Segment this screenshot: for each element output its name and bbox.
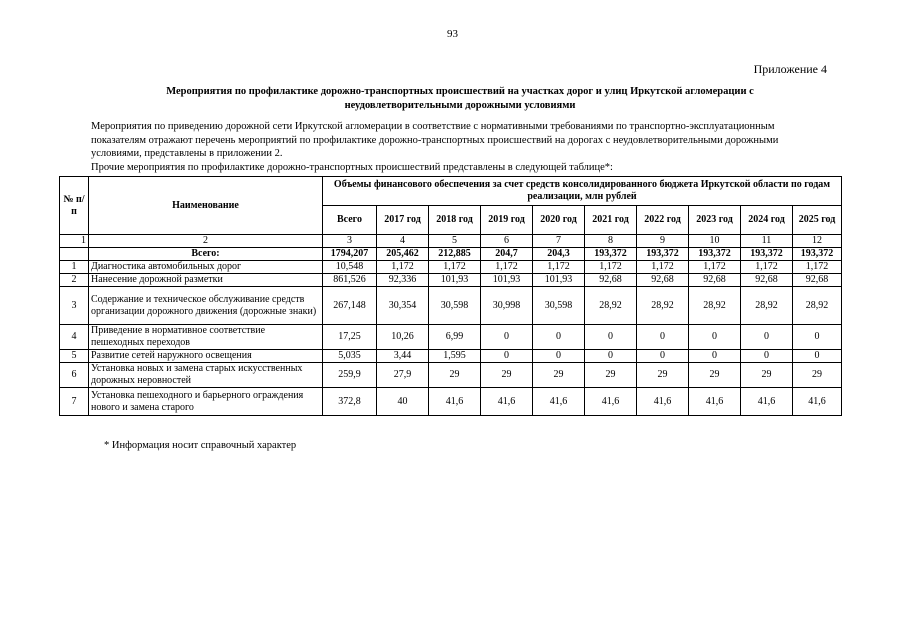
column-number-cell: 4 xyxy=(377,235,429,248)
row-number-cell: 6 xyxy=(60,363,89,388)
row-value-cell: 0 xyxy=(481,325,533,350)
row-value-cell: 41,6 xyxy=(637,388,689,416)
appendix-label: Приложение 4 xyxy=(753,62,827,76)
column-number-cell: 6 xyxy=(481,235,533,248)
row-value-cell: 0 xyxy=(533,350,585,363)
column-number-cell: 10 xyxy=(689,235,741,248)
total-value-cell: 205,462 xyxy=(377,248,429,261)
header-column: 2024 год xyxy=(741,206,793,235)
row-value-cell: 92,68 xyxy=(585,274,637,287)
intro-paragraph-1: Мероприятия по приведению дорожной сети Иркутской агломерации в соответствие с нормативными требованиями по транспортно-эксплуатационным показателям отражают перечень мероприятий по профилактике дорожно-транспортных происшествий на дорогах с неудовлетворительными дорожными условиями, представлены в приложении 2. xyxy=(91,121,779,159)
table-row xyxy=(60,274,842,287)
row-value-cell: 40 xyxy=(377,388,429,416)
row-value-cell: 29 xyxy=(585,363,637,388)
total-value-cell: 193,372 xyxy=(637,248,689,261)
header-funding-group: Объемы финансового обеспечения за счет средств консолидированного бюджета Иркутской области по годам реализации, млн рублей xyxy=(323,177,842,206)
total-no-cell xyxy=(60,248,89,261)
total-label: Всего: xyxy=(89,248,323,261)
header-column: 2025 год xyxy=(793,206,842,235)
row-value-cell: 1,172 xyxy=(741,261,793,274)
row-name-cell: Содержание и техническое обслуживание средств организации дорожного движения (дорожные знаки) xyxy=(89,287,323,325)
column-number-cell: 12 xyxy=(793,235,842,248)
row-number-cell: 4 xyxy=(60,325,89,350)
row-number-cell: 7 xyxy=(60,388,89,416)
row-value-cell: 28,92 xyxy=(689,287,741,325)
row-value-cell: 1,595 xyxy=(429,350,481,363)
row-value-cell: 0 xyxy=(585,325,637,350)
row-value-cell: 28,92 xyxy=(637,287,689,325)
row-value-cell: 5,035 xyxy=(323,350,377,363)
row-value-cell: 29 xyxy=(793,363,842,388)
column-number-cell: 7 xyxy=(533,235,585,248)
header-column: 2022 год xyxy=(637,206,689,235)
table-row xyxy=(60,287,842,325)
table-row xyxy=(60,363,842,388)
intro-paragraph-2: Прочие мероприятия по профилактике дорожно-транспортных происшествий представлены в следующей таблице*: xyxy=(91,161,613,173)
row-value-cell: 101,93 xyxy=(429,274,481,287)
row-value-cell: 30,598 xyxy=(533,287,585,325)
row-name-cell: Нанесение дорожной разметки xyxy=(89,274,323,287)
total-value-cell: 204,7 xyxy=(481,248,533,261)
column-number-cell: 11 xyxy=(741,235,793,248)
row-value-cell: 0 xyxy=(481,350,533,363)
row-value-cell: 27,9 xyxy=(377,363,429,388)
header-column: 2023 год xyxy=(689,206,741,235)
total-value-cell: 1794,207 xyxy=(323,248,377,261)
row-value-cell: 0 xyxy=(741,350,793,363)
header-column: 2019 год xyxy=(481,206,533,235)
column-number-cell: 1 xyxy=(60,235,89,248)
header-number: № п/п xyxy=(60,177,89,235)
footnote: * Информация носит справочный характер xyxy=(104,440,297,451)
row-value-cell: 41,6 xyxy=(741,388,793,416)
total-value-cell: 193,372 xyxy=(689,248,741,261)
row-value-cell: 29 xyxy=(429,363,481,388)
row-value-cell: 101,93 xyxy=(481,274,533,287)
row-value-cell: 1,172 xyxy=(481,261,533,274)
header-column: Всего xyxy=(323,206,377,235)
row-value-cell: 28,92 xyxy=(585,287,637,325)
row-value-cell: 1,172 xyxy=(429,261,481,274)
row-value-cell: 6,99 xyxy=(429,325,481,350)
row-value-cell: 0 xyxy=(689,325,741,350)
table-row-total xyxy=(60,248,842,261)
row-value-cell: 372,8 xyxy=(323,388,377,416)
row-value-cell: 28,92 xyxy=(793,287,842,325)
document-title: Мероприятия по профилактике дорожно-транспортных происшествий на участках дорог и улиц Иркутской агломерации с неудовлетворительными дорожными условиями xyxy=(166,86,754,111)
row-value-cell: 259,9 xyxy=(323,363,377,388)
row-value-cell: 29 xyxy=(481,363,533,388)
row-value-cell: 92,68 xyxy=(637,274,689,287)
row-value-cell: 861,526 xyxy=(323,274,377,287)
row-value-cell: 1,172 xyxy=(637,261,689,274)
row-value-cell: 1,172 xyxy=(689,261,741,274)
row-value-cell: 41,6 xyxy=(429,388,481,416)
row-value-cell: 0 xyxy=(741,325,793,350)
row-value-cell: 0 xyxy=(793,350,842,363)
column-number-cell: 9 xyxy=(637,235,689,248)
row-value-cell: 1,172 xyxy=(793,261,842,274)
row-value-cell: 41,6 xyxy=(533,388,585,416)
total-value-cell: 193,372 xyxy=(741,248,793,261)
header-name: Наименование xyxy=(89,177,323,235)
table-row xyxy=(60,261,842,274)
row-value-cell: 1,172 xyxy=(585,261,637,274)
total-value-cell: 204,3 xyxy=(533,248,585,261)
column-number-cell: 8 xyxy=(585,235,637,248)
table-row xyxy=(60,325,842,350)
header-column: 2021 год xyxy=(585,206,637,235)
row-value-cell: 0 xyxy=(637,325,689,350)
row-value-cell: 41,6 xyxy=(585,388,637,416)
row-value-cell: 92,68 xyxy=(793,274,842,287)
column-number-cell: 5 xyxy=(429,235,481,248)
row-value-cell: 10,548 xyxy=(323,261,377,274)
row-value-cell: 29 xyxy=(637,363,689,388)
row-value-cell: 29 xyxy=(741,363,793,388)
row-value-cell: 0 xyxy=(585,350,637,363)
column-number-cell: 2 xyxy=(89,235,323,248)
total-value-cell: 193,372 xyxy=(585,248,637,261)
header-column: 2018 год xyxy=(429,206,481,235)
measures-table xyxy=(59,176,842,416)
row-value-cell: 29 xyxy=(533,363,585,388)
row-number-cell: 2 xyxy=(60,274,89,287)
page-number: 93 xyxy=(447,28,458,40)
row-value-cell: 0 xyxy=(637,350,689,363)
row-value-cell: 29 xyxy=(689,363,741,388)
row-value-cell: 41,6 xyxy=(793,388,842,416)
row-value-cell: 92,68 xyxy=(689,274,741,287)
row-name-cell: Развитие сетей наружного освещения xyxy=(89,350,323,363)
row-value-cell: 92,336 xyxy=(377,274,429,287)
row-value-cell: 0 xyxy=(689,350,741,363)
row-name-cell: Установка пешеходного и барьерного ограждения нового и замена старого xyxy=(89,388,323,416)
row-value-cell: 92,68 xyxy=(741,274,793,287)
row-value-cell: 1,172 xyxy=(377,261,429,274)
row-value-cell: 30,598 xyxy=(429,287,481,325)
row-value-cell: 3,44 xyxy=(377,350,429,363)
header-column: 2017 год xyxy=(377,206,429,235)
row-name-cell: Приведение в нормативное соответствие пешеходных переходов xyxy=(89,325,323,350)
row-value-cell: 41,6 xyxy=(481,388,533,416)
row-value-cell: 30,354 xyxy=(377,287,429,325)
row-value-cell: 0 xyxy=(533,325,585,350)
intro-text xyxy=(91,120,831,174)
column-number-cell: 3 xyxy=(323,235,377,248)
row-value-cell: 17,25 xyxy=(323,325,377,350)
row-value-cell: 1,172 xyxy=(533,261,585,274)
row-name-cell: Установка новых и замена старых искусственных дорожных неровностей xyxy=(89,363,323,388)
header-column: 2020 год xyxy=(533,206,585,235)
row-name-cell: Диагностика автомобильных дорог xyxy=(89,261,323,274)
row-value-cell: 30,998 xyxy=(481,287,533,325)
row-number-cell: 5 xyxy=(60,350,89,363)
total-value-cell: 193,372 xyxy=(793,248,842,261)
row-value-cell: 10,26 xyxy=(377,325,429,350)
row-value-cell: 28,92 xyxy=(741,287,793,325)
row-value-cell: 267,148 xyxy=(323,287,377,325)
row-number-cell: 3 xyxy=(60,287,89,325)
row-value-cell: 41,6 xyxy=(689,388,741,416)
table-row xyxy=(60,350,842,363)
total-value-cell: 212,885 xyxy=(429,248,481,261)
row-value-cell: 0 xyxy=(793,325,842,350)
table-row xyxy=(60,388,842,416)
row-value-cell: 101,93 xyxy=(533,274,585,287)
row-number-cell: 1 xyxy=(60,261,89,274)
